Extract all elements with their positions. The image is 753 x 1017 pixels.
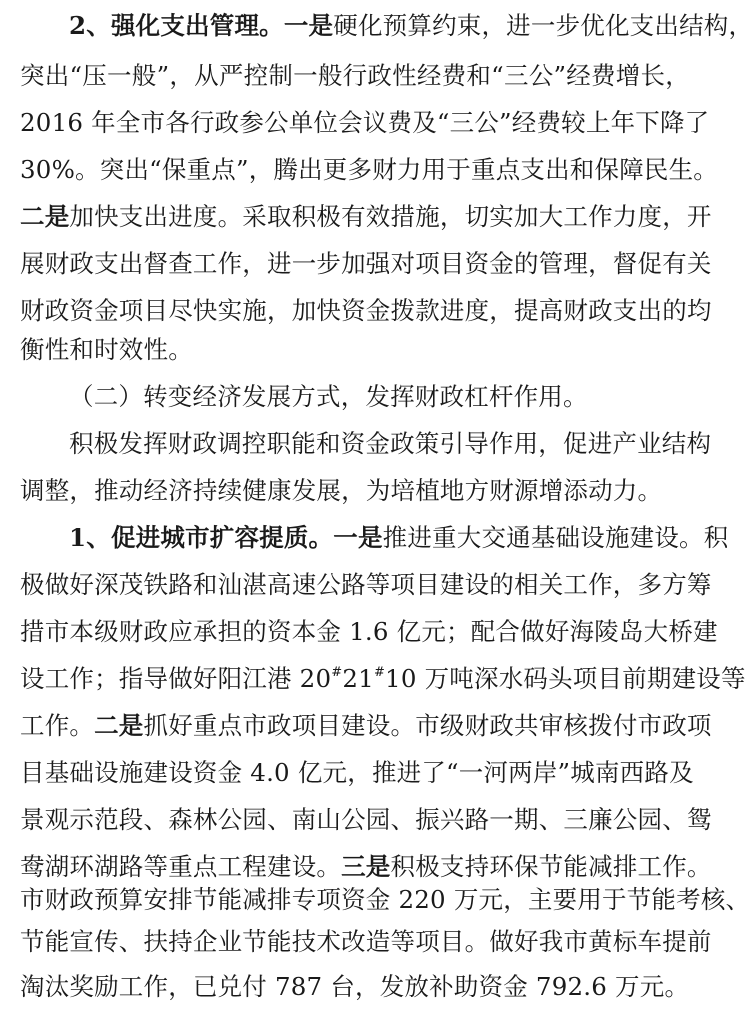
para-line: 财政资金项目尽快实施，加快资金拨款进度，提高财政支出的均 [20,296,712,325]
para-line: 景观示范段、森林公园、南山公园、振兴路一期、三廉公园、鸳 [20,805,712,834]
para-line: 淘汰奖励工作，已兑付 787 台，发放补助资金 792.6 万元。 [20,972,690,1001]
point-label: 二是 [20,202,70,231]
part-title: （二）转变经济发展方式，发挥财政杠杆作用。 [69,382,588,411]
para-line: 衡性和时效性。 [20,335,193,364]
point-label: 二是 [94,711,144,740]
para-line: 积极发挥财政调控职能和资金政策引导作用，促进产业结构 [69,429,712,458]
para-line: 工作。二是抓好重点市政项目建设。市级财政共审核拨付市政项 [20,711,712,740]
para-line: 二是加快支出进度。采取积极有效措施，切实加大工作力度，开 [20,202,712,231]
para-line: 极做好深茂铁路和汕湛高速公路等项目建设的相关工作，多方筹 [20,570,712,599]
point-label: 一是 [283,11,334,40]
para-line: 目基础设施建设资金 4.0 亿元，推进了“一河两岸”城南西路及 [20,758,694,787]
superscript: # [331,665,343,680]
section-heading: 1、促进城市扩容提质。 [69,523,334,552]
para-line: 节能宣传、扶持企业节能技术改造等项目。做好我市黄标车提前 [20,927,712,956]
para-line: 鸯湖环湖路等重点工程建设。三是积极支持环保节能减排工作。 [20,852,712,881]
point-label: 一是 [333,523,383,552]
para-line: 2016 年全市各行政参公单位会议费及“三公”经费较上年下降了 [20,108,710,137]
para-line: 2、强化支出管理。一是硬化预算约束，进一步优化支出结构， [69,11,753,40]
section-heading: 2、强化支出管理。 [69,11,284,40]
para-line: 展财政支出督查工作，进一步加强对项目资金的管理，督促有关 [20,249,712,278]
para-line: 调整，推动经济持续健康发展，为培植地方财源增添动力。 [20,476,663,505]
point-label: 三是 [341,852,391,881]
superscript: # [373,665,386,680]
para-line: 市财政预算安排节能减排专项资金 220 万元，主要用于节能考核、 [20,885,751,914]
para-line: 设工作；指导做好阳江港 20#21#10 万吨深水码头项目前期建设等 [20,664,746,693]
para-line: 30%。突出“保重点”，腾出更多财力用于重点支出和保障民生。 [20,155,719,184]
para-line: 措市本级财政应承担的资本金 1.6 亿元；配合做好海陵岛大桥建 [20,617,718,646]
para-line: 突出“压一般”，从严控制一般行政性经费和“三公”经费增长， [20,61,690,90]
para-line: 1、促进城市扩容提质。一是推进重大交通基础设施建设。积 [69,523,729,552]
